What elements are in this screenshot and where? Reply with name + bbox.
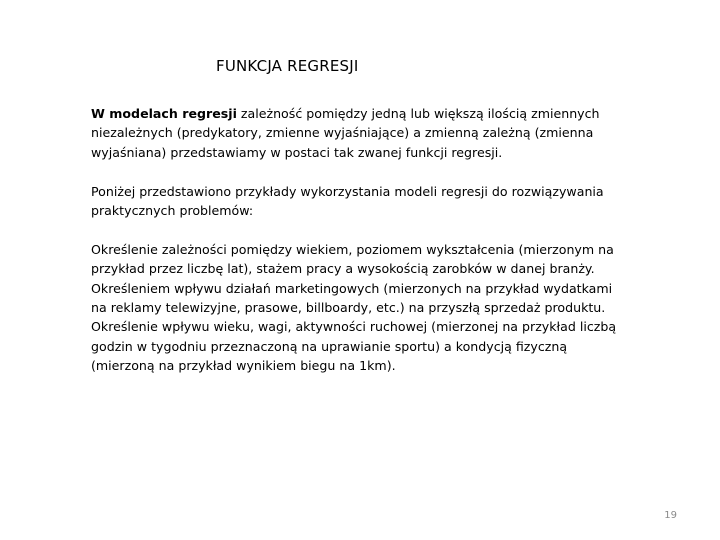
example-item: Określeniem wpływu działań marketingowych (mierzonych na przykład wydatkami na reklamy telewizyjne, prasowe, billboardy, etc.) na przyszłą sprzedaż produktu. [91,280,613,316]
intro-paragraph [91,104,621,162]
example-item: Określenie wpływu wieku, wagi, aktywności ruchowej (mierzonej na przykład liczbą godzin w tygodniu przeznaczoną na uprawianie sportu) a kondycją fizyczną (mierzoną na przykład wynikiem biegu na 1km). [91,319,617,374]
intro-text: zależność pomiędzy jedną lub większą ilością zmiennych niezależnych (predykatory, zmienne wyjaśniające) a zmienną zależną (zmienna wyjaśniana) przedstawiamy w postaci tak zwanej funkcji regresji. [91,106,600,160]
slide-body [91,104,621,376]
page-number: 19 [664,510,677,521]
example-item: Określenie zależności pomiędzy wiekiem, poziomem wykształcenia (mierzonym na przykład przez liczbę lat), stażem pracy a wysokością zarobków w danej branży. [91,241,614,277]
intro-bold-term: W modelach regresji [91,106,237,121]
paragraph-gap [91,220,621,239]
slide-title: FUNKCJA REGRESJI [216,57,359,75]
examples-intro: Poniżej przedstawiono przykłady wykorzystania modeli regresji do rozwiązywania praktycznych problemów: [91,183,604,219]
paragraph-gap [91,162,621,181]
